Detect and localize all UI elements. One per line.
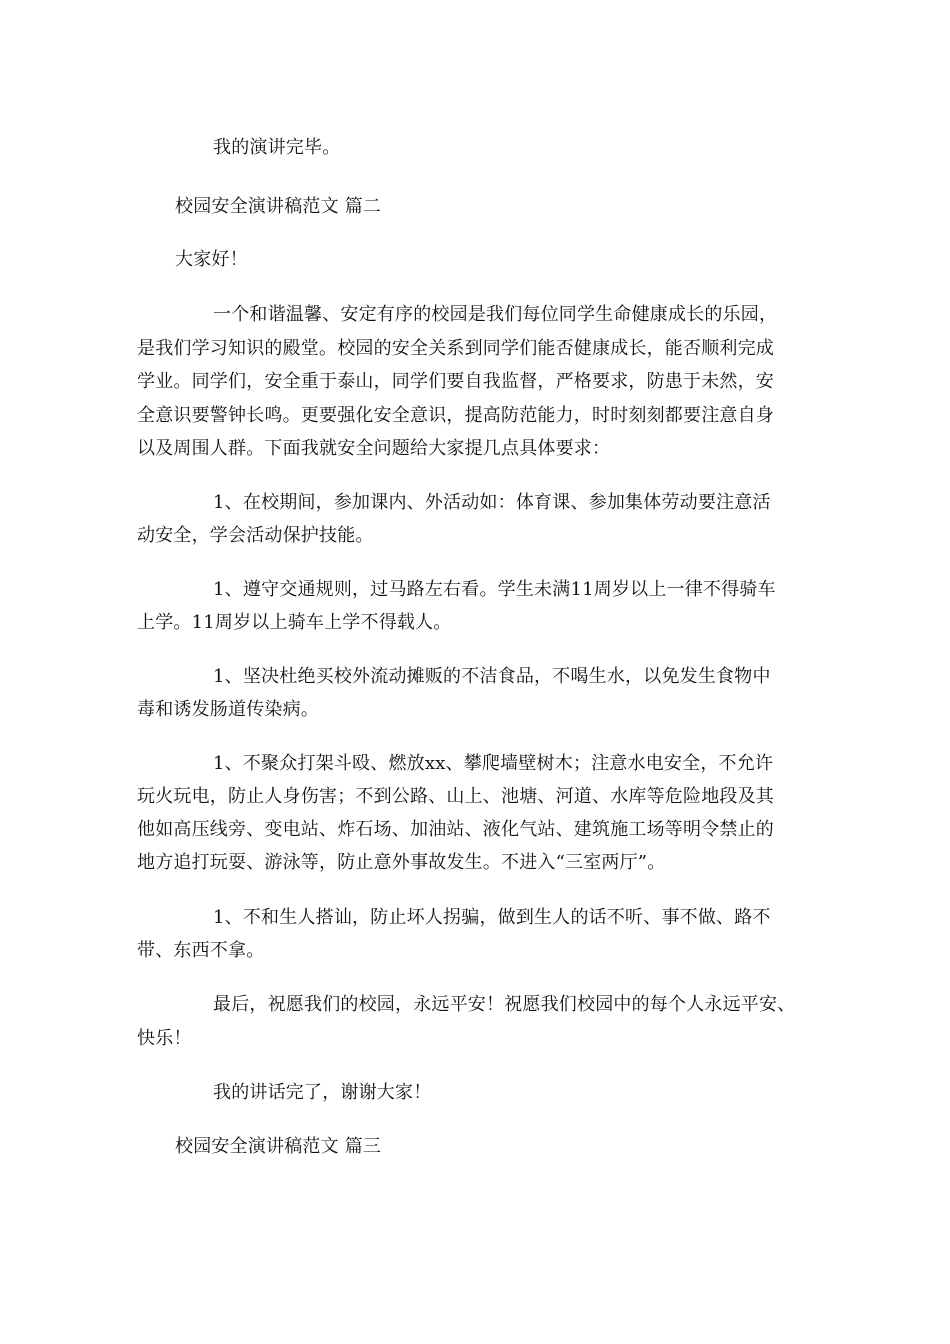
paragraph-line: 动安全，学会活动保护技能。: [137, 525, 374, 546]
paragraph-line: 上学。11周岁以上骑车上学不得载人。: [137, 612, 452, 633]
paragraph-line: 以及周围人群。下面我就安全问题给大家提几点具体要求：: [137, 438, 611, 459]
paragraph-line: 带、东西不拿。: [137, 940, 265, 961]
paragraph-line: 1、不聚众打架斗殴、燃放xx、攀爬墙壁树木；注意水电安全，不允许: [213, 753, 774, 774]
section-heading: 校园安全演讲稿范文 篇二: [175, 196, 382, 217]
paragraph-line: 毒和诱发肠道传染病。: [137, 699, 319, 720]
section-heading: 校园安全演讲稿范文 篇三: [175, 1136, 382, 1157]
paragraph-line: 快乐！: [137, 1028, 192, 1049]
paragraph-line: 玩火玩电，防止人身伤害；不到公路、山上、池塘、河道、水库等危险地段及其: [137, 786, 774, 807]
greeting-text: 大家好！: [175, 249, 248, 270]
paragraph-line: 学业。同学们，安全重于泰山，同学们要自我监督，严格要求，防患于未然，安: [137, 371, 774, 392]
paragraph-line: 一个和谐温馨、安定有序的校园是我们每位同学生命健康成长的乐园，: [213, 304, 778, 325]
paragraph-line: 1、遵守交通规则，过马路左右看。学生未满11周岁以上一律不得骑车: [213, 579, 776, 600]
paragraph-line: 1、不和生人搭讪，防止坏人拐骗，做到生人的话不听、事不做、路不: [213, 907, 771, 928]
paragraph-line: 是我们学习知识的殿堂。校园的安全关系到同学们能否健康成长，能否顺利完成: [137, 338, 774, 359]
paragraph-line: 全意识要警钟长鸣。更要强化安全意识，提高防范能力，时时刻刻都要注意自身: [137, 405, 774, 426]
closing-text: 我的讲话完了，谢谢大家！: [213, 1082, 432, 1103]
paragraph-line: 最后，祝愿我们的校园，永远平安！祝愿我们校园中的每个人永远平安、: [213, 994, 796, 1015]
closing-text: 我的演讲完毕。: [213, 137, 341, 158]
paragraph-line: 地方追打玩耍、游泳等，防止意外事故发生。不进入“三室两厅”。: [137, 852, 666, 873]
paragraph-line: 1、在校期间，参加课内、外活动如：体育课、参加集体劳动要注意活: [213, 492, 771, 513]
paragraph-line: 1、坚决杜绝买校外流动摊贩的不洁食品，不喝生水，以免发生食物中: [213, 666, 771, 687]
paragraph-line: 他如高压线旁、变电站、炸石场、加油站、液化气站、建筑施工场等明令禁止的: [137, 819, 774, 840]
